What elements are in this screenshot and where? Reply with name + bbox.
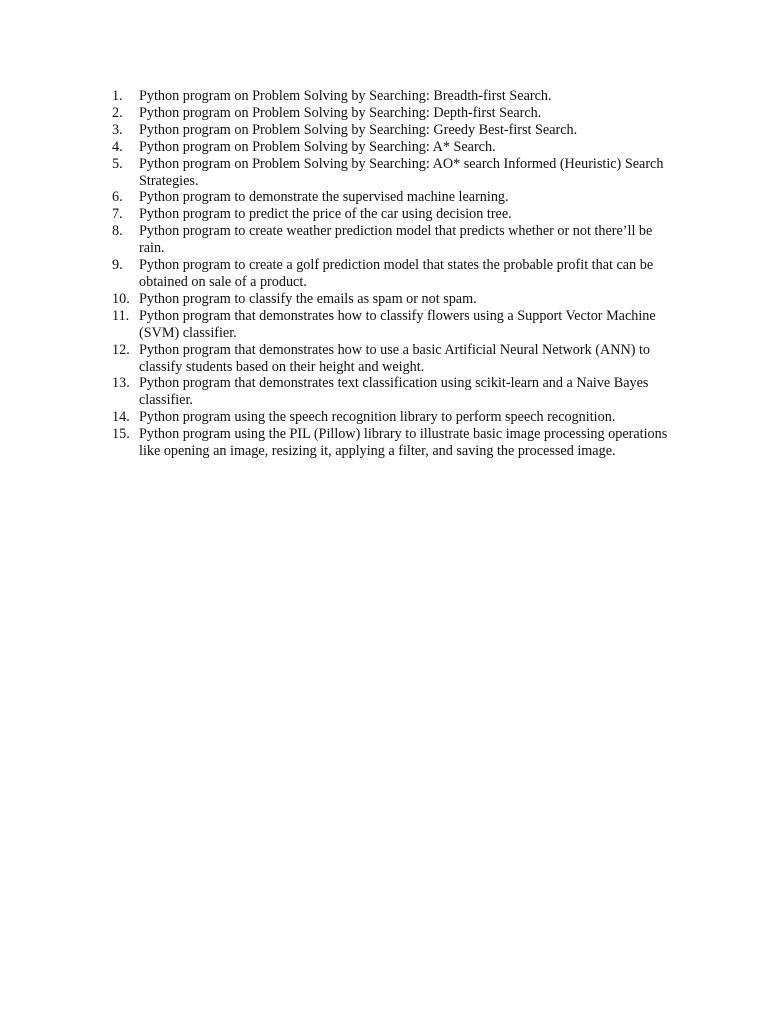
list-item: [112, 223, 672, 257]
list-item-number: 14.: [112, 409, 130, 426]
list-item: [112, 122, 672, 139]
list-item-text: Python program to create weather prediction model that predicts whether or not there’ll be rain.: [139, 223, 653, 257]
list-item: [112, 375, 672, 409]
list-item-text: Python program to demonstrate the supervised machine learning.: [139, 189, 509, 206]
list-item: [112, 308, 672, 342]
list-item: [112, 409, 672, 426]
list-item-text: Python program to predict the price of the car using decision tree.: [139, 206, 512, 223]
list-item-number: 12.: [112, 341, 130, 358]
list-item: [112, 257, 672, 291]
list-item-text: Python program using the speech recognition library to perform speech recognition.: [139, 409, 616, 426]
list-item: [112, 426, 672, 460]
program-list: [112, 88, 672, 460]
list-item: [112, 156, 672, 190]
list-item-text: Python program that demonstrates how to classify flowers using a Support Vector Machine (SVM) classifier.: [139, 307, 656, 341]
list-item-number: 9.: [112, 257, 123, 274]
list-item: [112, 206, 672, 223]
list-item-number: 15.: [112, 426, 130, 443]
list-item-number: 5.: [112, 155, 123, 172]
list-item-text: Python program on Problem Solving by Searching: Depth-first Search.: [139, 104, 542, 121]
list-item: [112, 291, 672, 308]
list-item-text: Python program to classify the emails as spam or not spam.: [139, 290, 477, 307]
list-item-number: 7.: [112, 206, 123, 223]
list-item-number: 4.: [112, 138, 123, 155]
list-item-number: 10.: [112, 290, 130, 307]
list-item-number: 8.: [112, 223, 123, 240]
list-item-text: Python program on Problem Solving by Searching: A* Search.: [139, 138, 496, 155]
list-item: [112, 189, 672, 206]
list-item-text: Python program to create a golf prediction model that states the probable profit that can be obtained on sale of a product.: [139, 257, 654, 290]
list-item-number: 11.: [112, 307, 130, 324]
list-item: [112, 139, 672, 156]
list-item: [112, 105, 672, 122]
list-item-number: 13.: [112, 375, 130, 392]
list-item-text: Python program on Problem Solving by Searching: Breadth-first Search.: [139, 88, 552, 104]
list-item-text: Python program that demonstrates text classification using scikit-learn and a Naive Bayes classifier.: [139, 375, 649, 409]
list-item-text: Python program on Problem Solving by Searching: AO* search Informed (Heuristic) Search Strategies.: [139, 155, 664, 189]
list-item-text: Python program on Problem Solving by Searching: Greedy Best-first Search.: [139, 121, 578, 138]
list-item-number: 2.: [112, 104, 123, 121]
list-item-number: 6.: [112, 189, 123, 206]
list-item-text: Python program that demonstrates how to use a basic Artificial Neural Network (ANN) to classify students based on their height and weight.: [139, 341, 651, 375]
list-item-number: 3.: [112, 121, 123, 138]
list-item: [112, 342, 672, 376]
list-item: [112, 88, 672, 105]
list-item-number: 1.: [112, 88, 123, 104]
list-item-text: Python program using the PIL (Pillow) library to illustrate basic image processing operations like opening an image, resizing it, applying a filter, and saving the processed image.: [139, 426, 668, 460]
